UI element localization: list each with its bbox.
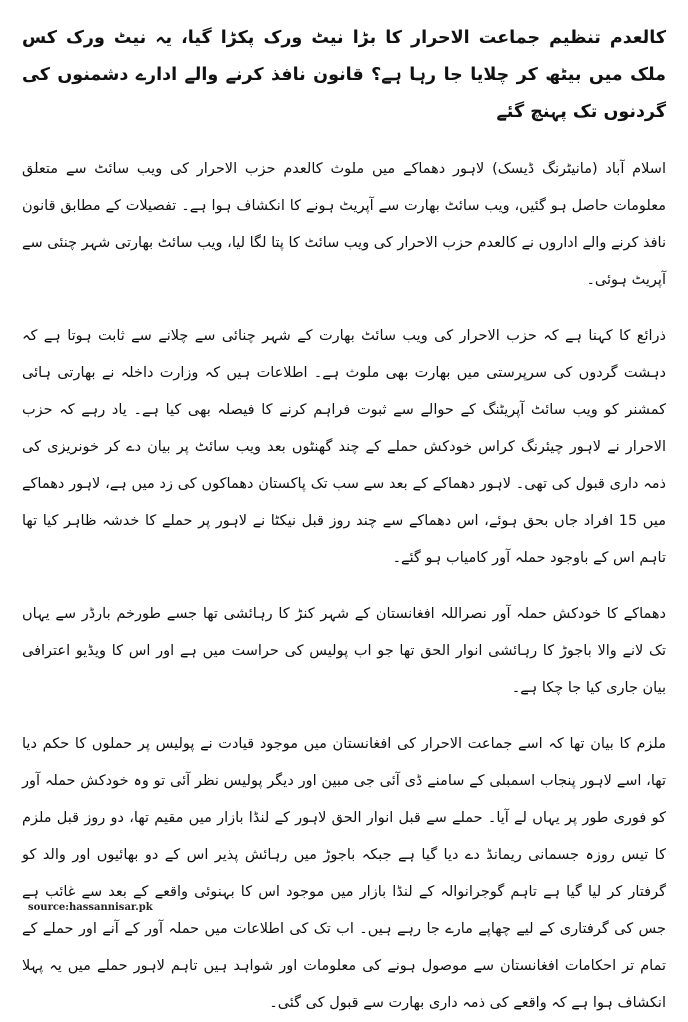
article-paragraph-3: دھماکے کا خودکش حملہ آور نصراللہ افغانستان کے شہر کنڑ کا رہائشی تھا جسے طورخم بارڈر سے یہاں تک لانے والا باجوڑ کا رہائشی انوار الحق تھا جو اب پولیس کی حراست میں ہے اور اس کا ویڈیو اعترافی بیان جاری کیا جا چکا ہے۔ xyxy=(22,606,666,696)
source-credit: source:hassannisar.pk xyxy=(28,902,153,913)
article-paragraph-2: ذرائع کا کہنا ہے کہ حزب الاحرار کی ویب سائٹ بھارت کے شہر چنائی سے چلانے سے ثابت ہوتا ہے کہ دہشت گردوں کی سرپرستی میں بھارت بھی ملوث ہے۔ اطلاعات ہیں کہ وزارت داخلہ نے بھارتی ہائی کمشنر کو ویب سائٹ آپریٹنگ کے حوالے سے ثبوت فراہم کرنے کا فیصلہ بھی کیا ہے۔ یاد رہے کہ حزب الاحرار نے لاہور چیئرنگ کراس خودکش حملے کے چند گھنٹوں بعد ویب سائٹ پر بیان دے کر خونریزی کی ذمہ داری قبول کی تھی۔ لاہور دھماکے کے بعد سے سب تک پاکستان دھماکوں کی زد میں ہے، لاہور دھماکے میں 15 افراد جاں بحق ہوئے، اس دھماکے سے چند روز قبل نیکٹا نے لاہور پر حملے کا خدشہ ظاہر کیا تھا تاہم اس کے باوجود حملہ آور کامیاب ہو گئے۔ xyxy=(22,328,666,566)
article-paragraph-1: اسلام آباد (مانیٹرنگ ڈیسک) لاہور دھماکے میں ملوث کالعدم حزب الاحرار کی ویب سائٹ سے متعلق معلومات حاصل ہو گئیں، ویب سائٹ بھارت سے آپریٹ ہونے کا انکشاف ہوا ہے۔ تفصیلات کے مطابق قانون نافذ کرنے والے اداروں نے کالعدم حزب الاحرار کی ویب سائٹ کا پتا لگا لیا، ویب سائٹ بھارتی شہر چنئی سے آپریٹ ہوئی۔ xyxy=(22,161,666,288)
article-headline: کالعدم تنظیم جماعت الاحرار کا بڑا نیٹ ورک پکڑا گیا، یہ نیٹ ورک کس ملک میں بیٹھ کر چلایا جا رہا ہے؟ قانون نافذ کرنے والے ادارے دشمنوں کی گردنوں تک پہنچ گئے xyxy=(22,28,666,122)
article-paragraph-4: ملزم کا بیان تھا کہ اسے جماعت الاحرار کی افغانستان میں موجود قیادت نے پولیس پر حملوں کا حکم دیا تھا، اسے لاہور پنجاب اسمبلی کے سامنے ڈی آئی جی مبین اور دیگر پولیس نظر آئی تو وہ خودکش حملہ آور کو فوری طور پر یہاں لے آیا۔ حملے سے قبل انوار الحق لاہور کے لنڈا بازار میں مقیم تھا، دو روز قبل ملزم کا تیس روزہ جسمانی ریمانڈ دے دیا گیا ہے جبکہ باجوڑ میں رہائش پذیر اس کے دو بھائیوں اور والد کو گرفتار کر لیا گیا ہے تاہم گوجرانوالہ کے لنڈا بازار میں موجود اس کا بہنوئی واقعے کے بعد سے غائب ہے جس کی گرفتاری کے لیے چھاپے مارے جا رہے ہیں۔ اب تک کی اطلاعات میں حملہ آور کے آنے اور حملے کے تمام تر احکامات افغانستان سے موصول ہونے کی معلومات اور شواہد ہیں تاہم لاہور حملے میں یہ پہلا انکشاف ہوا ہے کہ واقعے کی ذمہ داری بھارت سے قبول کی گئی۔ xyxy=(22,736,666,1011)
